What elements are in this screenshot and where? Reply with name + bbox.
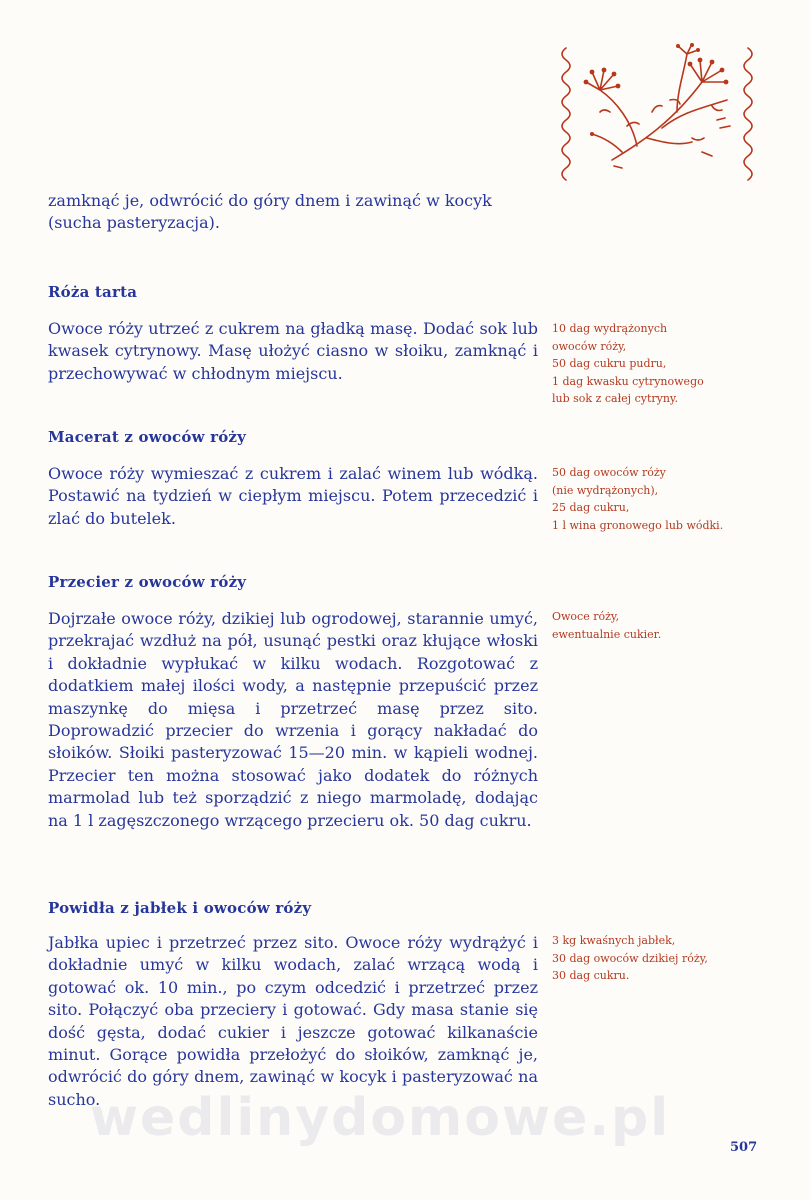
ingredient-line: Owoce róży,	[552, 610, 620, 623]
intro-continuation	[48, 190, 538, 234]
ingredient-list	[552, 932, 792, 985]
ingredient-line: 30 dag owoców dzikiej róży,	[552, 951, 708, 965]
recipe-instructions	[48, 463, 538, 530]
recipe-body: Jabłka upiec i przetrzeć przez sito. Owoce róży wydrążyć i dokładnie umyć w kilku wodach, zalać wrzącą wodą i gotować ok. 10 min., po czym odcedzić i przetrzeć przez sito. Połączyć oba przeciery i gotować. Gdy masa stanie się dość gęsta, dodać cukier i jeszcze gotować kilkanaście minut. Gorące powidła przełożyć do słoików, zamknąć je, odwrócić do góry dnem, zawinąć w kocyk i pasteryzować na sucho.	[48, 933, 538, 1109]
recipe-title: Macerat z owoców róży	[48, 428, 247, 446]
ingredient-line: 10 dag wydrążonych	[552, 322, 668, 335]
ingredient-line: (nie wydrążonych),	[552, 483, 659, 497]
ingredient-list	[552, 608, 792, 643]
page-number: 507	[730, 1140, 758, 1155]
recipe-body: Owoce róży wymieszać z cukrem i zalać winem lub wódką. Postawić na tydzień w ciepłym miejscu. Potem przecedzić i zlać do butelek.	[48, 464, 538, 528]
ingredient-line: 50 dag owoców róży	[552, 466, 666, 479]
recipe-instructions	[48, 318, 538, 385]
intro-line: zamknąć je, odwrócić do góry dnem i zawinąć w kocyk	[48, 191, 492, 210]
ingredient-line: 25 dag cukru,	[552, 501, 630, 514]
ingredient-line: 1 l wina gronowego lub wódki.	[552, 518, 724, 532]
watermark: wedlinydomowe.pl	[90, 1088, 671, 1148]
recipe-body: Owoce róży utrzeć z cukrem na gładką masę. Dodać sok lub kwasek cytrynowy. Masę ułożyć ciasno w słoiku, zamknąć i przechowywać w chłodnym miejscu.	[48, 319, 538, 383]
ingredient-line: ewentualnie cukier.	[552, 627, 662, 641]
ingredient-line: owoców róży,	[552, 339, 627, 353]
recipe-instructions	[48, 608, 538, 832]
recipe-title: Powidła z jabłek i owoców róży	[48, 899, 312, 917]
recipe-title: Róża tarta	[48, 283, 138, 301]
ingredient-line: 1 dag kwasku cytrynowego	[552, 374, 704, 388]
ingredient-list	[552, 320, 792, 408]
recipe-instructions	[48, 932, 538, 1111]
recipe-title: Przecier z owoców róży	[48, 573, 247, 591]
ingredient-list	[552, 464, 792, 534]
recipe-body: Dojrzałe owoce róży, dzikiej lub ogrodowej, starannie umyć, przekrajać wzdłuż na pół, usunąć pestki oraz kłujące włoski i dokładnie wypłukać w kilku wodach. Rozgotować z dodatkiem małej ilości wody, a następnie przepuścić przez maszynkę do mięsa i przetrzeć masę przez sito. Doprowadzić przecier do wrzenia i gorący nakładać do słoików. Słoiki pasteryzować 15—20 min. w kąpieli wodnej. Przecier ten można stosować jako dodatek do różnych marmolad lub też sporządzić z niego marmoladę, dodając na 1 l zagęszczonego wrzącego przecieru ok. 50 dag cukru.	[48, 609, 538, 830]
ingredient-line: 30 dag cukru.	[552, 969, 630, 982]
ingredient-line: 50 dag cukru pudru,	[552, 357, 667, 370]
ingredient-line: lub sok z całej cytryny.	[552, 392, 679, 405]
herb-ornament-icon	[552, 42, 762, 182]
intro-line: (sucha pasteryzacja).	[48, 213, 220, 232]
ingredient-line: 3 kg kwaśnych jabłek,	[552, 934, 676, 947]
